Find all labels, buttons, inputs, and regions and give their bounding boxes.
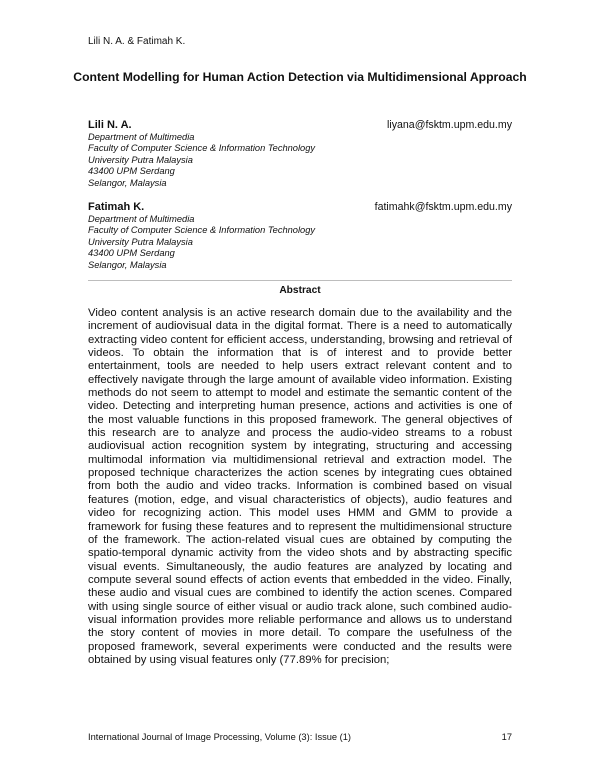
author-name: Lili N. A. <box>88 119 132 131</box>
footer-journal: International Journal of Image Processing, Volume (3): Issue (1) <box>88 732 352 742</box>
author-name: Fatimah K. <box>88 201 145 213</box>
affiliation-state: Selangor, Malaysia <box>88 177 167 188</box>
affiliation-state: Selangor, Malaysia <box>88 259 167 270</box>
author-email: liyana@fsktm.upm.edu.my <box>387 119 512 131</box>
page-number: 17 <box>501 732 512 742</box>
affiliation-faculty: Faculty of Computer Science & Information Technology <box>88 225 316 236</box>
running-head: Lili N. A. & Fatimah K. <box>88 36 186 47</box>
section-divider <box>88 280 512 281</box>
paper-title: Content Modelling for Human Action Detection via Multidimensional Approach <box>73 70 527 84</box>
affiliation-postcode: 43400 UPM Serdang <box>88 248 175 259</box>
abstract-text: Video content analysis is an active research domain due to the availability and the increment of audiovisual data in the digital format. There is a need to automatically extracting video content for efficient access, understanding, browsing and retrieval of videos. To obtain the information that is of interest and to provide better entertainment, tools are needed to help users extract relevant content and to effectively navigate through the large amount of available video information. Existing methods do not seem to attempt to model and estimate the semantic content of the video. Detecting and interpreting human presence, actions and activities is one of the most valuable functions in this proposed framework. The general objectives of this research are to analyze and process the audio-video streams to a robust audiovisual action recognition system by integrating, structuring and accessing multimodal information via multidimensional retrieval and extraction model. The proposed technique characterizes the action scenes by integrating cues obtained from both the audio and video tracks. Information is combined based on visual features (motion, edge, and visual characteristics of objects), audio features and video for recognizing action. This model uses HMM and GMM to provide a framework for fusing these features and to represent the multidimensional structure of the framework. The action-related visual cues are obtained by computing the spatio-temporal dynamic activity from the video shots and by abstracting specific visual events. Simultaneously, the audio features are analyzed by locating and compute several sound effects of action events that embedded in the video. Finally, these audio and visual cues are combined to identify the action scenes. Compared with using single source of either visual or audio track alone, such combined audio-visual information provides more reliable performance and allows us to understand the story content of movies in more detail. To compare the usefulness of the proposed framework, several experiments were conducted and the results were obtained by using visual features only (77.89% for precision; <box>88 307 512 666</box>
author-block-2 <box>88 200 512 271</box>
abstract-heading: Abstract <box>279 285 321 296</box>
affiliation-university: University Putra Malaysia <box>88 236 193 247</box>
affiliation-postcode: 43400 UPM Serdang <box>88 166 175 177</box>
affiliation-faculty: Faculty of Computer Science & Information Technology <box>88 143 316 154</box>
affiliation-university: University Putra Malaysia <box>88 154 193 165</box>
affiliation-department: Department of Multimedia <box>88 214 195 224</box>
page-footer <box>88 732 512 742</box>
author-email: fatimahk@fsktm.upm.edu.my <box>374 201 512 213</box>
author-block-1 <box>88 118 512 189</box>
affiliation-department: Department of Multimedia <box>88 132 195 142</box>
